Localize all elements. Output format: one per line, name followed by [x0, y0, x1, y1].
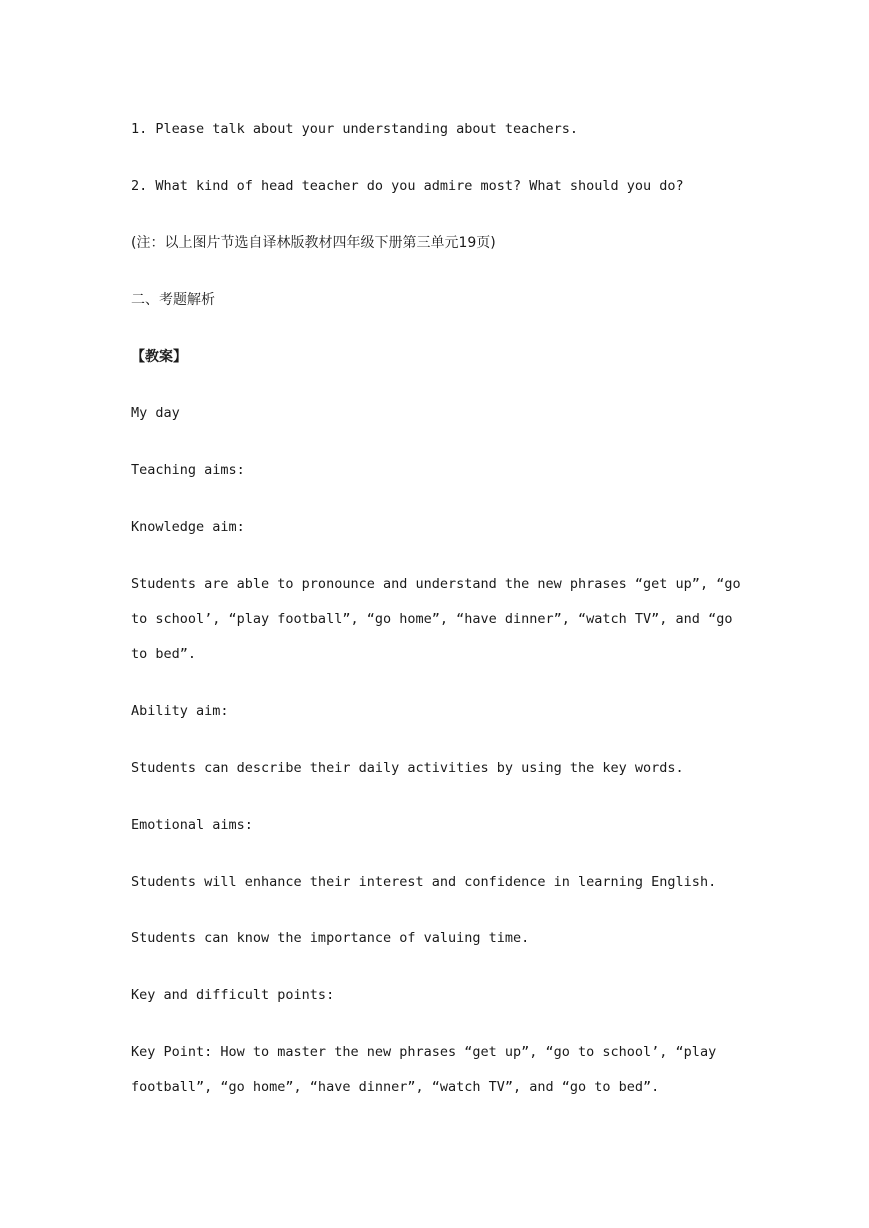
emotional-aim-2: Students can know the importance of valuing time. [131, 930, 530, 946]
emotional-aim-1: Students will enhance their interest and confidence in learning English. [131, 874, 717, 890]
key-point-text: Key Point: How to master the new phrases “get up”, “go to school’, “play football”, “go home”, “have dinner”, “watch TV”, and “go to bed”. [131, 1044, 725, 1095]
key-points-heading: Key and difficult points: [131, 987, 335, 1003]
knowledge-aim-heading: Knowledge aim: [131, 519, 245, 535]
source-note: (注：以上图片节选自译林版教材四年级下册第三单元19页) [131, 235, 496, 251]
question-1: 1. Please talk about your understanding about teachers. [131, 121, 579, 137]
section-heading: 二、考题解析 [131, 292, 215, 308]
ability-aim-heading: Ability aim: [131, 703, 229, 719]
lesson-label: 【教案】 [131, 349, 187, 365]
question-2: 2. What kind of head teacher do you admire most? What should you do? [131, 178, 684, 194]
knowledge-aim-text: Students are able to pronounce and understand the new phrases “get up”, “go to school’, “play football”, “go home”, “have dinner”, “watch TV”, and “go to bed”. [131, 576, 749, 662]
emotional-aims-heading: Emotional aims: [131, 817, 253, 833]
ability-aim-text: Students can describe their daily activities by using the key words. [131, 760, 684, 776]
lesson-title: My day [131, 405, 180, 421]
teaching-aims-heading: Teaching aims: [131, 462, 245, 478]
